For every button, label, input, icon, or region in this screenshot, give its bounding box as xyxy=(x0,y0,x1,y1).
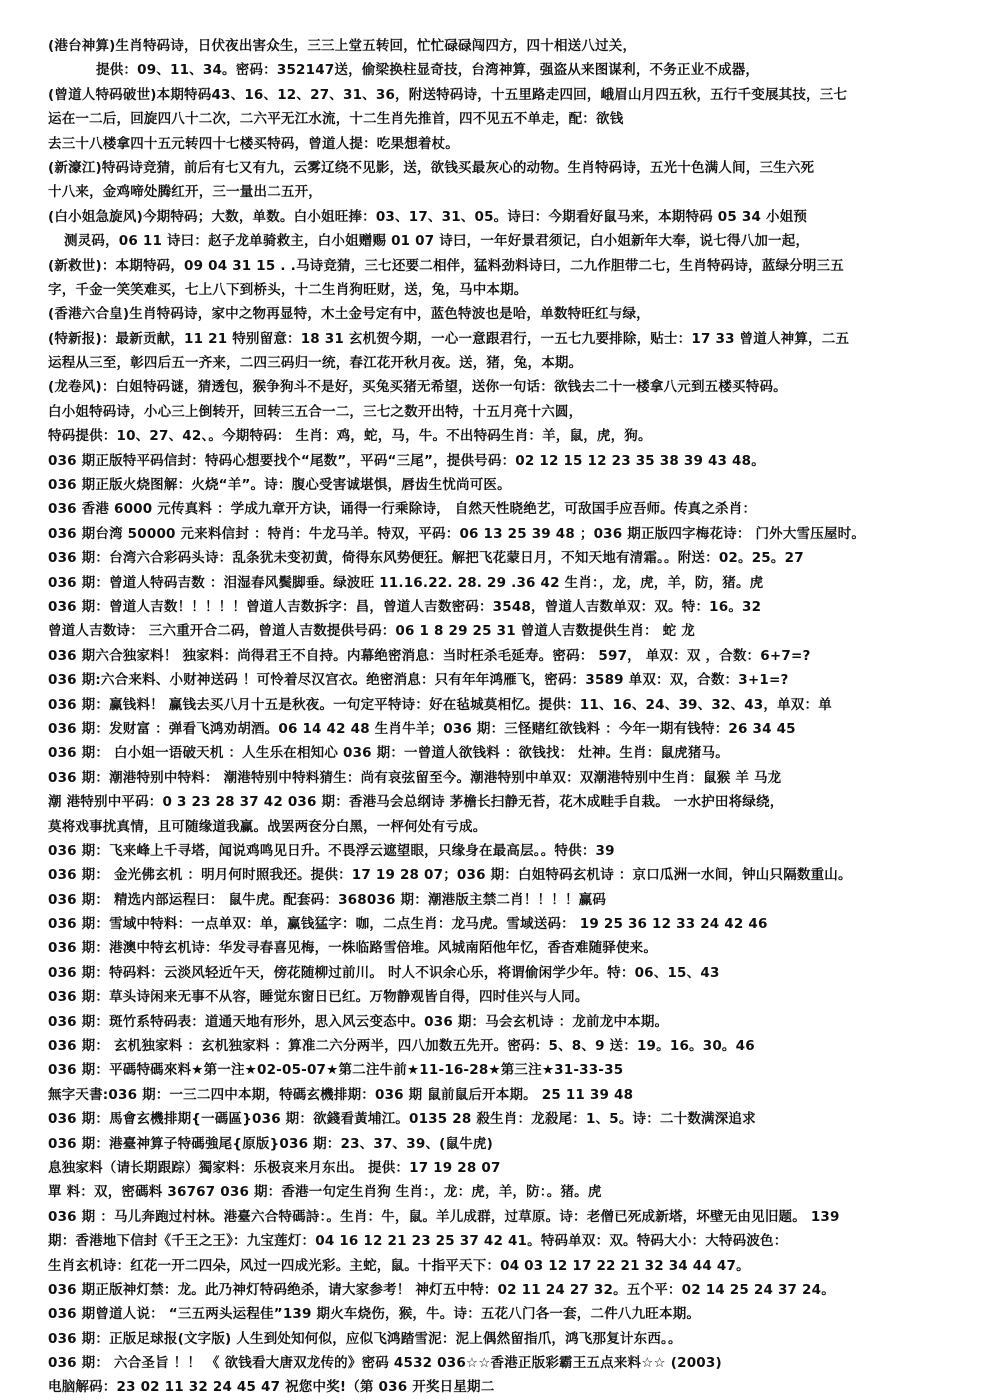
text-line: 036 期：赢钱料！ 赢钱去买八月十五是秋夜。一句定平特诗：好在毡城莫相忆。提供：11、16、24、39、32、43，单双：单 xyxy=(48,696,832,713)
text-line: 036 期：特码料：云淡风轻近午天，傍花随柳过前川。 时人不识余心乐，将谓偷闲学少年。特：06、15、43 xyxy=(48,964,720,981)
text-line: 036 期正版火烧图解：火烧“羊”。诗：腹心受害诚堪惧，唇齿生忧尚可医。 xyxy=(48,477,511,494)
text-line: 036 期：馬會玄機排期{一碼區}036 期：欲錢看黃埔江。0135 28 殺生肖：龙殺尾：1、5。诗：二十数满深追求 xyxy=(48,1111,756,1128)
text-line: 036 期： 白小姐一语破天机 ：人生乐在相知心 036 期：一曾道人欲钱料 ：欲钱找： 灶神。生肖：鼠虎猪马。 xyxy=(48,745,729,762)
text-line: 提供：09、11、34。密码：352147送，偷梁换柱显奇技，台湾神算，强盗从来图谋利，不务正业不成器， xyxy=(96,62,760,79)
text-line: 期：香港地下信封《千王之王》：九宝莲灯：04 16 12 21 23 25 37 42 41。特码单双：双。特码大小：大特码波色： xyxy=(48,1233,788,1250)
text-line: 去三十八楼拿四十五元转四十七楼买特码，曾道人提：吃果想着杖。 xyxy=(48,135,459,152)
text-line: 036 香港 6000 元传真料 ：学成九章开方诀，诵得一行乘除诗， 自然天性晓绝艺，可敌国手应吾师。传真之杀肖： xyxy=(48,501,757,518)
text-line: 036 期 ：马儿奔跑过村林。港臺六合特碼詩：。生肖：牛，鼠。羊儿成群，过草原。诗：老僧已死成新塔，坏壁无由见旧题。 139 xyxy=(48,1208,840,1225)
text-line: 白小姐特码诗，小心三上倒转开，回转三五合一二，三七之数开出特，十五月亮十六圆， xyxy=(48,403,583,420)
text-line: 036 期：港澳中特玄机诗：华发寻春喜见梅，一株临路雪倍堆。风城南陌他年忆，香杳难随驿使来。 xyxy=(48,940,658,957)
text-line: 息独家料（请长期跟踪）獨家料：乐极哀来月东出。 提供：17 19 28 07 xyxy=(48,1159,501,1176)
text-line: (香港六合皇)生肖特码诗，家中之物再显特，木土金号定有中，蓝色特波也是哈，单数特旺红与绿， xyxy=(48,306,650,323)
text-line: 潮 港特别中平码：0 3 23 28 37 42 036 期：香港马会总纲诗 茅檐长扫静无苔，花木成畦手自栽。 一水护田将绿绕， xyxy=(48,794,784,811)
text-line: 036 期正版特平码信封：特码心想要找个“尾数”，平码“三尾”，提供号码：02 12 15 12 23 35 38 39 43 48。 xyxy=(48,452,765,469)
text-line: 036 期： 六合圣旨 ！！ 《 欲钱看大唐双龙传的》密码 4532 036☆☆香港正版彩霸王五点来料☆☆ (2003) xyxy=(48,1355,722,1372)
text-line: 莫将戏事扰真情，且可随缘道我赢。战罢两奁分白黑，一枰何处有亏成。 xyxy=(48,818,487,835)
text-line: 生肖玄机诗：红花一开二四朵，风过一四成光彩。主蛇，鼠。十指平天下：04 03 12 17 22 21 32 34 44 47。 xyxy=(48,1257,750,1274)
text-line: 036 期：曾道人特码吉数 ：泪湿春风鬓脚垂。绿波旺 11.16.22. 28. 29 .36 42 生肖：，龙，虎，羊，防，猪。虎 xyxy=(48,574,764,591)
text-line: 运在一二后，回旋四八十二次，二六平无江水流，十二生肖先推首，四不见五不单走，配：欲钱 xyxy=(48,111,624,128)
text-line: 036 期：港臺神算子特碼強尾{原版}036 期：23、37、39、(鼠牛虎) xyxy=(48,1135,493,1152)
text-line: (新救世)：本期特码，09 04 31 15 . .马诗竞猜，三七还要二相伴，猛料劲料诗曰，二九作胆带二七，生肖特码诗，蓝绿分明三五 xyxy=(48,257,844,274)
text-line: 036 期：雪域中特料：一点单双：单，赢钱猛字：咖，二点生肖：龙马虎。雪域送码： 19 25 36 12 33 24 42 46 xyxy=(48,916,768,933)
text-line: 曾道人吉数诗： 三六重开合二码，曾道人吉数提供号码：06 1 8 29 25 31 曾道人吉数提供生肖： 蛇 龙 xyxy=(48,623,695,640)
text-line: 036 期：曾道人吉数！！！！！曾道人吉数拆字：昌，曾道人吉数密码：3548，曾道人吉数单双：双。特：16。32 xyxy=(48,598,762,615)
text-line: 036 期：台湾六合彩码头诗：乱条犹未变初黄，倚得东风势便狂。解把飞花蒙日月，不知天地有清霜。。附送：02。25。27 xyxy=(48,550,804,567)
text-line: 036 期：正版足球报(文字版) 人生到处知何似，应似飞鸿踏雪泥：泥上偶然留指爪，鸿飞那复计东西。。 xyxy=(48,1330,682,1347)
text-line: 036 期：发财富 ：弹看飞鸿劝胡酒。06 14 42 48 生肖牛羊；036 期：三怪赌红欲钱料 ：今年一期有钱特：26 34 45 xyxy=(48,720,796,737)
text-line: 036 期六合独家料！ 独家料：尚得君王不自持。内幕绝密消息：当时枉杀毛延寿。密码： 597， 单双：双 ，合数：6+7=? xyxy=(48,647,811,664)
text-line: 036 期正版神灯禁：龙。此乃神灯特码绝杀，请大家参考！ 神灯五中特：02 11 24 27 32。五个平：02 14 25 24 37 24。 xyxy=(48,1281,835,1298)
text-line: (曾道人特码破世)本期特码43、16、12、27、31、36，附送特码诗，十五里路走四回，峨眉山月四五秋，五行千变展其技，三七 xyxy=(48,86,848,103)
text-line: 036 期：潮港特别中特料： 潮港特别中特料猜生：尚有哀弦留至今。潮港特别中单双：双潮港特别中生肖：鼠猴 羊 马龙 xyxy=(48,769,782,786)
text-line: (特新报)：最新贡献，11 21 特别留意：18 31 玄机贺今期，一心一意跟君行，一五七九要排除，贴士：17 33 曾道人神算，二五 xyxy=(48,330,850,347)
text-line: 無字天書:036 期：一三二四中本期，特碼玄機排期：036 期 鼠前鼠后开本期。 25 11 39 48 xyxy=(48,1086,634,1103)
text-line: 036 期： 精选内部运程曰： 鼠牛虎。配套码：368036 期：潮港版主禁二肖！！！！赢码 xyxy=(48,891,607,908)
text-line: 电脑解码：23 02 11 32 24 45 47 祝您中奖!（第 036 开奖日星期二 xyxy=(48,1379,495,1396)
text-line: 036 期：草头诗闲来无事不从容，睡觉东窗日已红。万物静观皆自得，四时佳兴与人同。 xyxy=(48,989,589,1006)
text-line: 036 期台湾 50000 元来料信封 ：特肖：牛龙马羊。特双，平码：06 13 25 39 48 ；036 期正版四字梅花诗： 门外大雪压屋时。 xyxy=(48,525,866,542)
text-line: 036 期曾道人说： “三五两头运程佳”139 期火车烧伤，猴，牛。诗：五花八门各一套，二件八九旺本期。 xyxy=(48,1306,701,1323)
text-line: 036 期： 金光佛玄机 ：明月何时照我还。提供：17 19 28 07；036 期：白姐特码玄机诗 ：京口瓜洲一水间，钟山只隔数重山。 xyxy=(48,867,852,884)
text-line: 036 期：飞来峰上千寻塔，闻说鸡鸣见日升。不畏浮云遮望眼，只缘身在最高层。。特供：39 xyxy=(48,842,615,859)
text-line: 测灵码，06 11 诗曰：赵子龙单骑救主，白小姐赠赐 01 07 诗曰，一年好景君须记，白小姐新年大奉，说七得八加一起， xyxy=(64,233,810,250)
text-line: (新濠江)特码诗竞猜，前后有七又有九，云雾辽绕不见影，送，欲钱买最灰心的动物。生肖特码诗，五光十色满人间，三生六死 xyxy=(48,159,815,176)
text-line: 036 期：平碼特碼來料★第一注★02-05-07★第二注牛前★11-16-28★第三注★31-33-35 xyxy=(48,1062,624,1079)
text-line: 运程从三至，彰四后五一齐来，二四三码归一统，春江花开秋月夜。送，猪，兔，本期。 xyxy=(48,355,583,372)
text-line: 單 料：双，密碼料 36767 036 期：香港一句定生肖狗 生肖：，龙：虎，羊，防：。猪。虎 xyxy=(48,1184,602,1201)
text-line: 十八来，金鸡啼处腾红开，三一量出二五开， xyxy=(48,184,322,201)
text-line: 036 期： 玄机独家料 ：玄机独家料 ：算准二六分两半，四八加数五先开。密码：5、8、9 送：19。16。30。46 xyxy=(48,1038,755,1055)
text-line: 036 期:六合来料、小财神送码 ！可怜着尽汉宫衣。绝密消息：只有年年鸿雁飞，密码：3589 单双：双，合数：3+1=? xyxy=(48,672,789,689)
text-line: 字，千金一笑笑难买，七上八下到桥头，十二生肖狗旺财，送，兔，马中本期。 xyxy=(48,281,528,298)
text-line: 036 期：斑竹系特码表：道通天地有形外，思入风云变态中。036 期：马会玄机诗 ：龙前龙中本期。 xyxy=(48,1013,669,1030)
text-line: 特码提供：10、27、42、。今期特码： 生肖：鸡，蛇，马，牛。不出特码生肖：羊，鼠，虎，狗。 xyxy=(48,428,652,445)
text-line: (白小姐急旋风)今期特码；大数，单数。白小姐旺捧：03、17、31、05。诗曰：今期看好鼠马来，本期特码 05 34 小姐预 xyxy=(48,208,808,225)
text-line: (港台神算)生肖特码诗，日伏夜出害众生，三三上堂五转回，忙忙碌碌闯四方，四十相送八过关， xyxy=(48,38,637,54)
text-line: (龙卷风)：白姐特码谜，猜透包，猴争狗斗不是好，买兔买猪无希望，送你一句话：欲钱去二十一楼拿八元到五楼买特码。 xyxy=(48,379,787,396)
